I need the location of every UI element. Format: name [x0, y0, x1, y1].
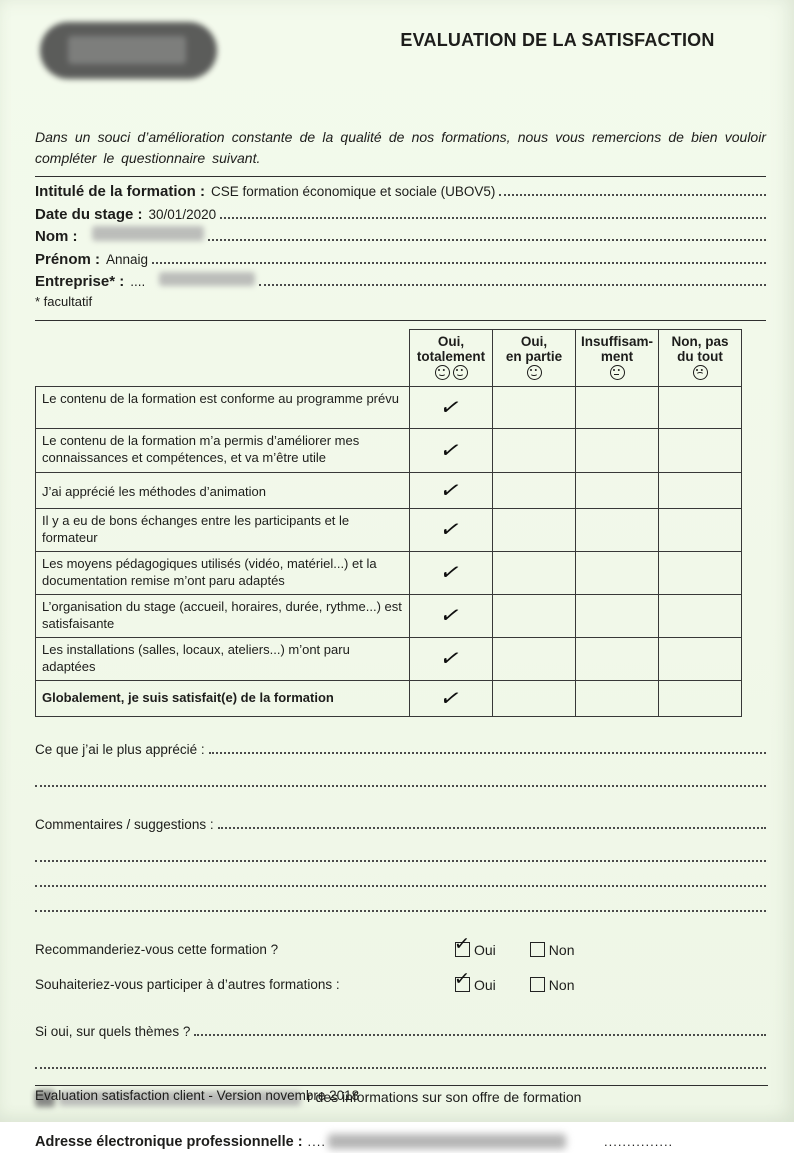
answer-cell[interactable]	[659, 594, 742, 637]
checkmark-icon: ✓	[437, 643, 465, 673]
column-label: totalement	[416, 348, 486, 364]
themes-question	[35, 1021, 766, 1044]
question-text: J’ai apprécié les méthodes d’animation	[36, 472, 410, 508]
answer-cell[interactable]	[493, 386, 576, 428]
field-date	[35, 204, 766, 227]
field-formation	[35, 181, 766, 204]
answer-cell[interactable]	[659, 508, 742, 551]
answer-cell[interactable]	[576, 637, 659, 680]
field-date-label: Date du stage :	[35, 205, 143, 223]
answer-cell[interactable]	[659, 551, 742, 594]
table-header-empty-cell	[36, 329, 410, 386]
answer-cell[interactable]	[493, 680, 576, 716]
divider-fields-bottom	[35, 320, 766, 321]
table-row	[36, 386, 742, 428]
smiley-icons	[495, 365, 573, 380]
recommend-oui-option[interactable]	[455, 942, 496, 958]
question-text: Les installations (salles, locaux, ateliers...) m’ont paru adaptées	[36, 637, 410, 680]
comments-dotted-line[interactable]	[218, 814, 766, 829]
smile-face-icon	[527, 365, 542, 380]
field-prenom-value: Annaig	[106, 251, 149, 267]
non-label: Non	[548, 976, 575, 993]
answer-cell[interactable]	[493, 594, 576, 637]
field-entreprise	[35, 271, 766, 294]
column-label: du tout	[677, 348, 723, 364]
table-row	[36, 637, 742, 680]
field-date-dotted-line[interactable]	[220, 204, 766, 219]
themes-dotted-line-2[interactable]	[35, 1044, 766, 1069]
participate-oui-option[interactable]	[455, 977, 496, 993]
column-label: ment	[600, 348, 634, 364]
appreciated-dotted-line[interactable]	[209, 739, 766, 754]
question-text: Les moyens pédagogiques utilisés (vidéo, matériel...) et la documentation remise m’ont paru adaptés	[36, 551, 410, 594]
table-row	[36, 472, 742, 508]
recommend-non-option[interactable]	[530, 942, 575, 958]
answer-cell[interactable]	[493, 472, 576, 508]
answer-cell[interactable]	[576, 680, 659, 716]
entreprise-redacted-value	[159, 272, 255, 286]
frown-face-icon	[693, 365, 708, 380]
non-checkbox[interactable]	[530, 977, 545, 992]
question-text: Le contenu de la formation m’a permis d’améliorer mes connaissances et compétences, et va m’être utile	[36, 428, 410, 472]
table-row	[36, 508, 742, 551]
answer-cell[interactable]	[410, 386, 493, 428]
checkmark-icon: ✓	[437, 392, 465, 421]
field-nom-label: Nom :	[35, 228, 78, 245]
facultatif-note: * facultatif	[35, 293, 93, 309]
satisfaction-table	[35, 329, 742, 717]
field-formation-value: CSE formation économique et sociale (UBOV5)	[211, 184, 496, 199]
themes-label: Si oui, sur quels thèmes ?	[35, 1023, 191, 1039]
smiley-icons	[578, 365, 656, 380]
non-checkbox[interactable]	[530, 942, 545, 957]
email-prefix-dots: ....	[307, 1134, 326, 1149]
checkmark-icon: ✓	[437, 514, 465, 544]
table-row	[36, 594, 742, 637]
answer-cell[interactable]	[410, 551, 493, 594]
answer-cell[interactable]	[576, 551, 659, 594]
checkmark-icon: ✓	[437, 557, 465, 587]
answer-cell[interactable]	[576, 472, 659, 508]
field-entreprise-dotted-line[interactable]	[259, 271, 766, 286]
appreciated-label: Ce que j’ai le plus apprécié :	[35, 741, 205, 757]
footer-text: Evaluation satisfaction client - Version novembre 2018	[35, 1088, 360, 1103]
intro-text: Dans un souci d’amélioration constante de la qualité de nos formations, nous vous remercions de bien vouloir compléter le questionnaire suivant.	[35, 129, 766, 166]
answer-cell[interactable]	[410, 680, 493, 716]
redacted-logo	[40, 22, 217, 79]
column-label: Non, pas	[671, 333, 729, 349]
answer-cell[interactable]	[576, 594, 659, 637]
nom-redacted-value	[92, 226, 204, 241]
answer-cell[interactable]	[410, 428, 493, 472]
checkmark-icon: ✓	[437, 600, 465, 630]
themes-dotted-line[interactable]	[194, 1021, 766, 1036]
field-formation-dotted-line[interactable]	[499, 181, 766, 196]
table-header-row	[36, 329, 742, 386]
table-row-global	[36, 680, 742, 716]
participate-label: Souhaiteriez-vous participer à d’autres formations :	[35, 977, 340, 992]
answer-cell[interactable]	[576, 508, 659, 551]
field-prenom-dotted-line[interactable]	[152, 249, 766, 264]
answer-cell[interactable]	[410, 637, 493, 680]
answer-cell[interactable]	[493, 551, 576, 594]
field-entreprise-label: Entreprise* :	[35, 273, 125, 290]
email-field	[35, 1131, 766, 1153]
answer-cell[interactable]	[659, 428, 742, 472]
column-insuffisamment	[576, 329, 659, 386]
field-nom-dotted-line[interactable]	[208, 226, 767, 241]
answer-cell[interactable]	[659, 680, 742, 716]
answer-cell[interactable]	[659, 386, 742, 428]
column-label: Oui,	[437, 333, 465, 349]
email-label: Adresse électronique professionnelle :	[35, 1133, 303, 1150]
column-non-pas-du-tout	[659, 329, 742, 386]
comments-dotted-line-4[interactable]	[35, 887, 766, 912]
oui-checkbox[interactable]	[455, 977, 470, 992]
appreciated-question	[35, 739, 766, 762]
answer-cell[interactable]	[576, 428, 659, 472]
column-label: Insuffisam-	[580, 333, 653, 349]
table-row	[36, 551, 742, 594]
participate-question	[35, 974, 766, 996]
info-offer-visible-text: r des informations sur son offre de formation	[307, 1088, 582, 1105]
comments-label: Commentaires / suggestions :	[35, 816, 214, 832]
checkmark-icon: ✓	[437, 435, 465, 464]
answer-cell[interactable]	[493, 508, 576, 551]
checkmark-icon: ✓	[437, 475, 465, 504]
email-redacted-value	[328, 1134, 566, 1149]
oui-label: Oui	[474, 941, 496, 958]
column-label: en partie	[505, 348, 563, 364]
question-text: Il y a eu de bons échanges entre les participants et le formateur	[36, 508, 410, 551]
field-date-value: 30/01/2020	[148, 206, 217, 222]
question-text: Le contenu de la formation est conforme au programme prévu	[36, 386, 410, 428]
participate-non-option[interactable]	[530, 977, 575, 993]
page-title: EVALUATION DE LA SATISFACTION	[400, 30, 715, 50]
field-nom	[35, 226, 766, 249]
answer-cell[interactable]	[410, 594, 493, 637]
question-text: Globalement, je suis satisfait(e) de la formation	[36, 680, 410, 716]
neutral-face-icon	[610, 365, 625, 380]
comments-question	[35, 814, 766, 837]
oui-checkbox[interactable]	[455, 942, 470, 957]
field-formation-label: Intitulé de la formation :	[35, 183, 206, 200]
recommend-question	[35, 939, 766, 961]
field-entreprise-prefix: ....	[130, 274, 146, 289]
column-oui-en-partie	[493, 329, 576, 386]
question-text: L’organisation du stage (accueil, horaires, durée, rythme...) est satisfaisante	[36, 594, 410, 637]
identity-fields	[35, 177, 766, 313]
field-prenom	[35, 249, 766, 272]
answer-cell[interactable]	[410, 472, 493, 508]
smile-face-icon	[435, 365, 450, 380]
answer-cell[interactable]	[493, 637, 576, 680]
column-label: Oui,	[520, 333, 548, 349]
oui-label: Oui	[474, 976, 496, 993]
smiley-icons	[661, 365, 739, 380]
answer-cell[interactable]	[493, 428, 576, 472]
answer-cell[interactable]	[659, 472, 742, 508]
smile-face-icon	[453, 365, 468, 380]
answer-cell[interactable]	[576, 386, 659, 428]
checkmark-icon: ✓	[437, 683, 465, 712]
form-header	[35, 0, 766, 100]
comments-dotted-line-3[interactable]	[35, 862, 766, 887]
answer-cell[interactable]	[659, 637, 742, 680]
table-row	[36, 428, 742, 472]
comments-dotted-line-2[interactable]	[35, 837, 766, 862]
answer-cell[interactable]	[410, 508, 493, 551]
column-oui-totalement	[410, 329, 493, 386]
smiley-icons	[412, 365, 490, 380]
email-suffix-dots: ...............	[603, 1134, 674, 1149]
non-label: Non	[548, 941, 575, 958]
footer	[35, 1085, 768, 1103]
recommend-label: Recommanderiez-vous cette formation ?	[35, 942, 279, 957]
appreciated-dotted-line-2[interactable]	[35, 762, 766, 787]
field-prenom-label: Prénom :	[35, 250, 101, 268]
